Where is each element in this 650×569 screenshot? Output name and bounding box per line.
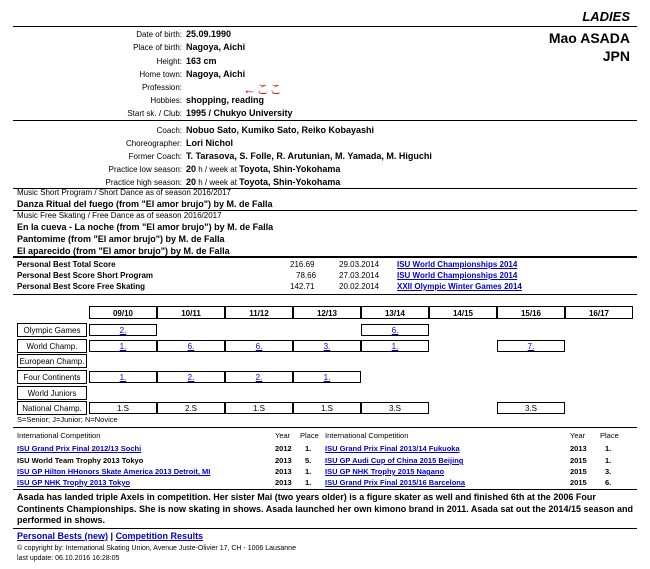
- comp-header-year: Year: [570, 431, 586, 440]
- result-cell: 3.S: [497, 402, 565, 414]
- free-skating-music-2: Pantomime (from "El amor brujo") by M. de Falla: [17, 234, 225, 244]
- divider: [13, 489, 637, 490]
- divider: [13, 528, 637, 529]
- result-cell[interactable]: 1.: [89, 371, 157, 383]
- free-skating-music-1: En la cueva - La noche (from "El amor brujo") by M. de Falla: [17, 222, 274, 232]
- hometown-label: Home town:: [139, 70, 182, 79]
- result-cell: 3.S: [361, 402, 429, 414]
- comp-place: 1.: [605, 444, 612, 453]
- result-cell[interactable]: 2.: [89, 324, 157, 336]
- season-header: 13/14: [361, 306, 429, 319]
- practice-high-value: 20 h / week at Toyota, Shin-Yokohama: [186, 177, 341, 187]
- row-label-olympics: Olympic Games: [17, 323, 87, 337]
- competition-link[interactable]: ISU GP Audi Cup of China 2015 Beijing: [325, 456, 464, 465]
- competition-link[interactable]: ISU GP NHK Trophy 2015 Nagano: [325, 467, 445, 476]
- competition-link[interactable]: ISU Grand Prix Final 2013/14 Fukuoka: [325, 444, 460, 453]
- pb-total-label: Personal Best Total Score: [17, 260, 116, 269]
- comp-header-place: Place: [300, 431, 319, 440]
- last-update: last update: 06.10.2016 16:28:05: [17, 555, 120, 562]
- comp-year: 2013: [275, 456, 292, 465]
- comp-header-name: International Competition: [17, 431, 101, 440]
- result-cell[interactable]: 6.: [157, 340, 225, 352]
- divider: [13, 294, 637, 295]
- pb-fs-event-link[interactable]: XXII Olympic Winter Games 2014: [397, 282, 522, 291]
- result-cell[interactable]: 1.: [361, 340, 429, 352]
- season-header: 11/12: [225, 306, 293, 319]
- row-label-world-juniors: World Juniors: [17, 386, 87, 400]
- coach-value: Nobuo Sato, Kumiko Sato, Reiko Kobayashi: [186, 125, 375, 135]
- pb-fs-label: Personal Best Score Free Skating: [17, 282, 146, 291]
- choreographer-label: Choreographer:: [125, 139, 182, 148]
- comp-place: 1.: [305, 467, 312, 476]
- former-coach-label: Former Coach:: [128, 152, 182, 161]
- footer-separator: |: [108, 531, 116, 541]
- club-label: Start sk. / Club:: [127, 109, 182, 118]
- comp-year: 2015: [570, 478, 587, 487]
- divider: [13, 427, 637, 428]
- comp-year: 2013: [275, 478, 292, 487]
- comp-year: 2013: [275, 467, 292, 476]
- row-label-four-continents: Four Continents: [17, 370, 87, 384]
- season-header: 14/15: [429, 306, 497, 319]
- divider: [13, 26, 637, 27]
- footer-links: [17, 531, 203, 541]
- former-coach-value: T. Tarasova, S. Folle, R. Arutunian, M. Yamada, M. Higuchi: [186, 151, 432, 161]
- pb-fs-score: 142.71: [290, 282, 315, 291]
- profession-label: Profession:: [141, 83, 182, 92]
- comp-header-place: Place: [600, 431, 619, 440]
- athlete-biography: Asada has landed triple Axels in competition. Her sister Mai (two years older) is a figure skater as well and finished 6th at the 2006 Four Continents Championships. She is now skating in shows. Asada launched her own kimono brand in 2011. Asada sat out the 2014/15 season and performed in shows.: [17, 492, 633, 525]
- grid-legend: S=Senior; J=Junior; N=Novice: [17, 415, 118, 424]
- copyright: © copyright by: International Skating Union, Avenue Juste-Olivier 17, CH - 1006 Lausanne: [17, 545, 296, 552]
- competition-link[interactable]: ISU Grand Prix Final 2012/13 Sochi: [17, 444, 142, 453]
- season-header: 16/17: [565, 306, 633, 319]
- divider: [13, 120, 637, 121]
- short-program-music: Danza Ritual del fuego (from "El amor brujo") by M. de Falla: [17, 199, 273, 209]
- birthplace-label: Place of birth:: [133, 43, 182, 52]
- coach-label: Coach:: [156, 126, 182, 135]
- result-cell[interactable]: 1.: [293, 371, 361, 383]
- hometown-value: Nagoya, Aichi: [186, 69, 246, 79]
- dob-label: Date of birth:: [136, 30, 182, 39]
- result-cell: 1.S: [225, 402, 293, 414]
- practice-high-label: Practice high season:: [105, 178, 182, 187]
- pb-sp-label: Personal Best Score Short Program: [17, 271, 154, 280]
- comp-year: 2015: [570, 456, 587, 465]
- result-cell[interactable]: 1.: [89, 340, 157, 352]
- dob-value: 25.09.1990: [186, 29, 232, 39]
- hobbies-value: shopping, reading: [186, 95, 264, 105]
- pb-sp-date: 27.03.2014: [339, 271, 380, 280]
- result-cell[interactable]: 2.: [157, 371, 225, 383]
- result-cell: 1.S: [293, 402, 361, 414]
- profession-annotation: ←ここ: [243, 82, 283, 97]
- pb-sp-event-link[interactable]: ISU World Championships 2014: [397, 271, 518, 280]
- pb-fs-date: 20.02.2014: [339, 282, 380, 291]
- comp-header-year: Year: [275, 431, 291, 440]
- result-cell[interactable]: 6.: [225, 340, 293, 352]
- free-skating-heading: Music Free Skating / Free Dance as of season 2016/2017: [17, 211, 222, 220]
- free-skating-music-3: El aparecido (from "El amor brujo") by M. de Falla: [17, 246, 230, 256]
- athlete-name: Mao ASADA: [548, 30, 630, 46]
- athlete-nation: JPN: [602, 48, 630, 64]
- comp-place: 1.: [605, 456, 612, 465]
- competition-results-link[interactable]: Competition Results: [115, 531, 204, 541]
- result-cell[interactable]: 6.: [361, 324, 429, 336]
- row-label-europeans: European Champ.: [17, 354, 87, 368]
- divider: [13, 256, 637, 258]
- row-label-worlds: World Champ.: [17, 339, 87, 353]
- birthplace-value: Nagoya, Aichi: [186, 42, 246, 52]
- result-cell[interactable]: 3.: [293, 340, 361, 352]
- hobbies-label: Hobbies:: [150, 96, 182, 105]
- competition-name: ISU World Team Trophy 2013 Tokyo: [17, 456, 144, 465]
- pb-total-date: 29.03.2014: [339, 260, 380, 269]
- personal-bests-link[interactable]: Personal Bests (new): [17, 531, 109, 541]
- result-cell[interactable]: 2.: [225, 371, 293, 383]
- pb-total-score: 216.69: [290, 260, 315, 269]
- result-cell: 2.S: [157, 402, 225, 414]
- comp-place: 3.: [605, 467, 612, 476]
- comp-place: 5.: [305, 456, 312, 465]
- pb-sp-score: 78.66: [296, 271, 317, 280]
- height-label: Height:: [156, 57, 182, 66]
- comp-year: 2013: [570, 444, 587, 453]
- comp-place: 1.: [305, 478, 312, 487]
- season-header: 15/16: [497, 306, 565, 319]
- competition-link[interactable]: ISU GP Hilton HHonors Skate America 2013 Detroit, MI: [17, 467, 211, 476]
- comp-place: 6.: [605, 478, 612, 487]
- height-value: 163 cm: [186, 56, 217, 66]
- category-title: LADIES: [582, 9, 630, 24]
- short-program-heading: Music Short Program / Short Dance as of season 2016/2017: [17, 188, 231, 197]
- result-cell[interactable]: 7.: [497, 340, 565, 352]
- competition-link[interactable]: ISU Grand Prix Final 2015/16 Barcelona: [325, 478, 466, 487]
- season-header: 12/13: [293, 306, 361, 319]
- choreographer-value: Lori Nichol: [186, 138, 233, 148]
- comp-year: 2012: [275, 444, 292, 453]
- season-header: 10/11: [157, 306, 225, 319]
- practice-low-label: Practice low season:: [108, 165, 182, 174]
- practice-low-value: 20 h / week at Toyota, Shin-Yokohama: [186, 164, 341, 174]
- comp-year: 2015: [570, 467, 587, 476]
- result-cell: 1.S: [89, 402, 157, 414]
- club-value: 1995 / Chukyo University: [186, 108, 293, 118]
- row-label-nationals: National Champ.: [17, 401, 87, 415]
- season-header: 09/10: [89, 306, 157, 319]
- pb-total-event-link[interactable]: ISU World Championships 2014: [397, 260, 518, 269]
- comp-header-name: International Competition: [325, 431, 409, 440]
- comp-place: 1.: [305, 444, 312, 453]
- competition-link[interactable]: ISU GP NHK Trophy 2013 Tokyo: [17, 478, 131, 487]
